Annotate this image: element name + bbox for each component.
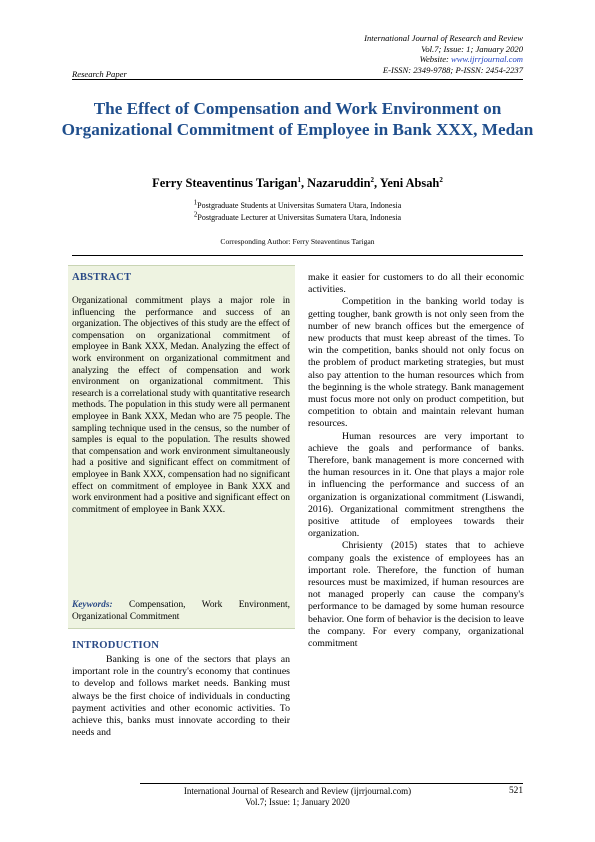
keywords-label: Keywords: — [72, 600, 113, 610]
paragraph: Competition in the banking world today is getting tougher, bank growth is not only seen from the number of new branch offices but the emergence of new products that must keep abreast of the times. To win the competition, banks should not only focus on the problem of product marketing strategies, but must also pay attention to the human resources which from the beginning is the whole strategy. Bank management must focus more not only on product competition, but competition to obtain and maintain relevant human resources. — [308, 296, 524, 430]
footer-journal: International Journal of Research and Review (ijrrjournal.com) — [183, 786, 412, 796]
abstract-heading: ABSTRACT — [72, 272, 132, 283]
running-header — [364, 33, 523, 75]
page-number: 521 — [508, 786, 523, 796]
author-name: Yeni Absah — [379, 176, 440, 190]
footer-divider — [140, 783, 523, 784]
paper-type: Research Paper — [72, 69, 127, 79]
paragraph: make it easier for customers to do all their economic activities. — [308, 272, 524, 296]
header-divider — [72, 79, 523, 80]
affiliation-line: $^2$Postgraduate Lecturer at Universitas Sumatera Utara, Indonesia — [193, 209, 402, 222]
author-affil-mark: 1 — [297, 175, 301, 184]
introduction-heading: INTRODUCTION — [72, 640, 160, 651]
author-name: Nazaruddin — [307, 176, 371, 190]
author-list: Ferry Steaventinus Tarigan$^1$, Nazaruddin$^2$, Yeni Absah$^2$ — [152, 175, 443, 190]
paper-title: The Effect of Compensation and Work Environment on Organizational Commitment of Employee in Bank XXX, Medan — [61, 99, 534, 139]
website-link[interactable]: www.ijrrjournal.com — [451, 54, 523, 65]
paragraph: Human resources are very important to achieve the goals and performance of banks. Therefore, bank management is more concerned with the human resources in it. One that plays a major role in influencing the performance and success of an organization is organizational commitment (Liswandi, 2016). Organizational commitment strengthens the positive attitude of employees towards their organization. — [308, 430, 524, 540]
affiliation-line: $^1$Postgraduate Students at Universitas Sumatera Utara, Indonesia — [193, 198, 402, 210]
right-column — [308, 272, 524, 650]
section-divider — [72, 255, 523, 256]
affiliations — [60, 200, 535, 223]
journal-name: International Journal of Research and Review — [364, 33, 523, 43]
abstract-text: Organizational commitment plays a major role in influencing the performance and success of an organization. The objectives of this study are the effect of compensation on organizational commitment of employee in Bank XXX, Medan. Analyzing the effect of work environment on organizational commitment and analyzing the effect of compensation and work environment on organizational commitment. This research is a correlational study with quantitative research methods. The population in this study were all permanent employee in Bank XXX, Medan who are 75 people. The sampling technique used in the census, so the number of samples is equal to the population. The results showed that compensation and work environment simultaneously had a positive and significant effect on commitment of employee in Bank XXX, compensation had no significant effect on commitment of employee in Bank XXX and work environment had a positive and significant effect on commitment of employee in Bank XXX. — [72, 296, 290, 515]
corresponding-author: Corresponding Author: Ferry Steaventinus Tarigan — [220, 237, 375, 246]
footer-volume: Vol.7; Issue: 1; January 2020 — [245, 797, 350, 807]
journal-website: Website: www.ijrrjournal.com — [419, 54, 523, 65]
author-name: Ferry Steaventinus Tarigan — [152, 176, 298, 190]
author-affil-mark: 2 — [439, 175, 443, 184]
author-affil-mark: 2 — [370, 175, 374, 184]
journal-issn: E-ISSN: 2349-9788; P-ISSN: 2454-2237 — [382, 64, 523, 75]
keywords — [72, 600, 290, 623]
journal-volume: Vol.7; Issue: 1; January 2020 — [421, 43, 523, 54]
paragraph: Banking is one of the sectors that plays an important role in the country's economy that continues to develop and follows market needs. Banking must always be the first choice of individuals in conducting payment activities and other economic activities. To achieve this, banks must innovate according to their needs and — [72, 654, 290, 739]
introduction-left-column — [72, 654, 290, 739]
footer — [60, 786, 535, 808]
paragraph: Chrisienty (2015) states that to achieve company goals the existence of employees has an important role. Therefore, the function of human resources must be maximized, if human resources are not managed properly can cause the company's performance to be damaged by some human resource behavior. One form of behavior is the decision to leave the company. For every company, organizational commitment — [308, 540, 524, 650]
keywords-list: Compensation, Work Environment, Organizational Commitment — [72, 600, 290, 622]
